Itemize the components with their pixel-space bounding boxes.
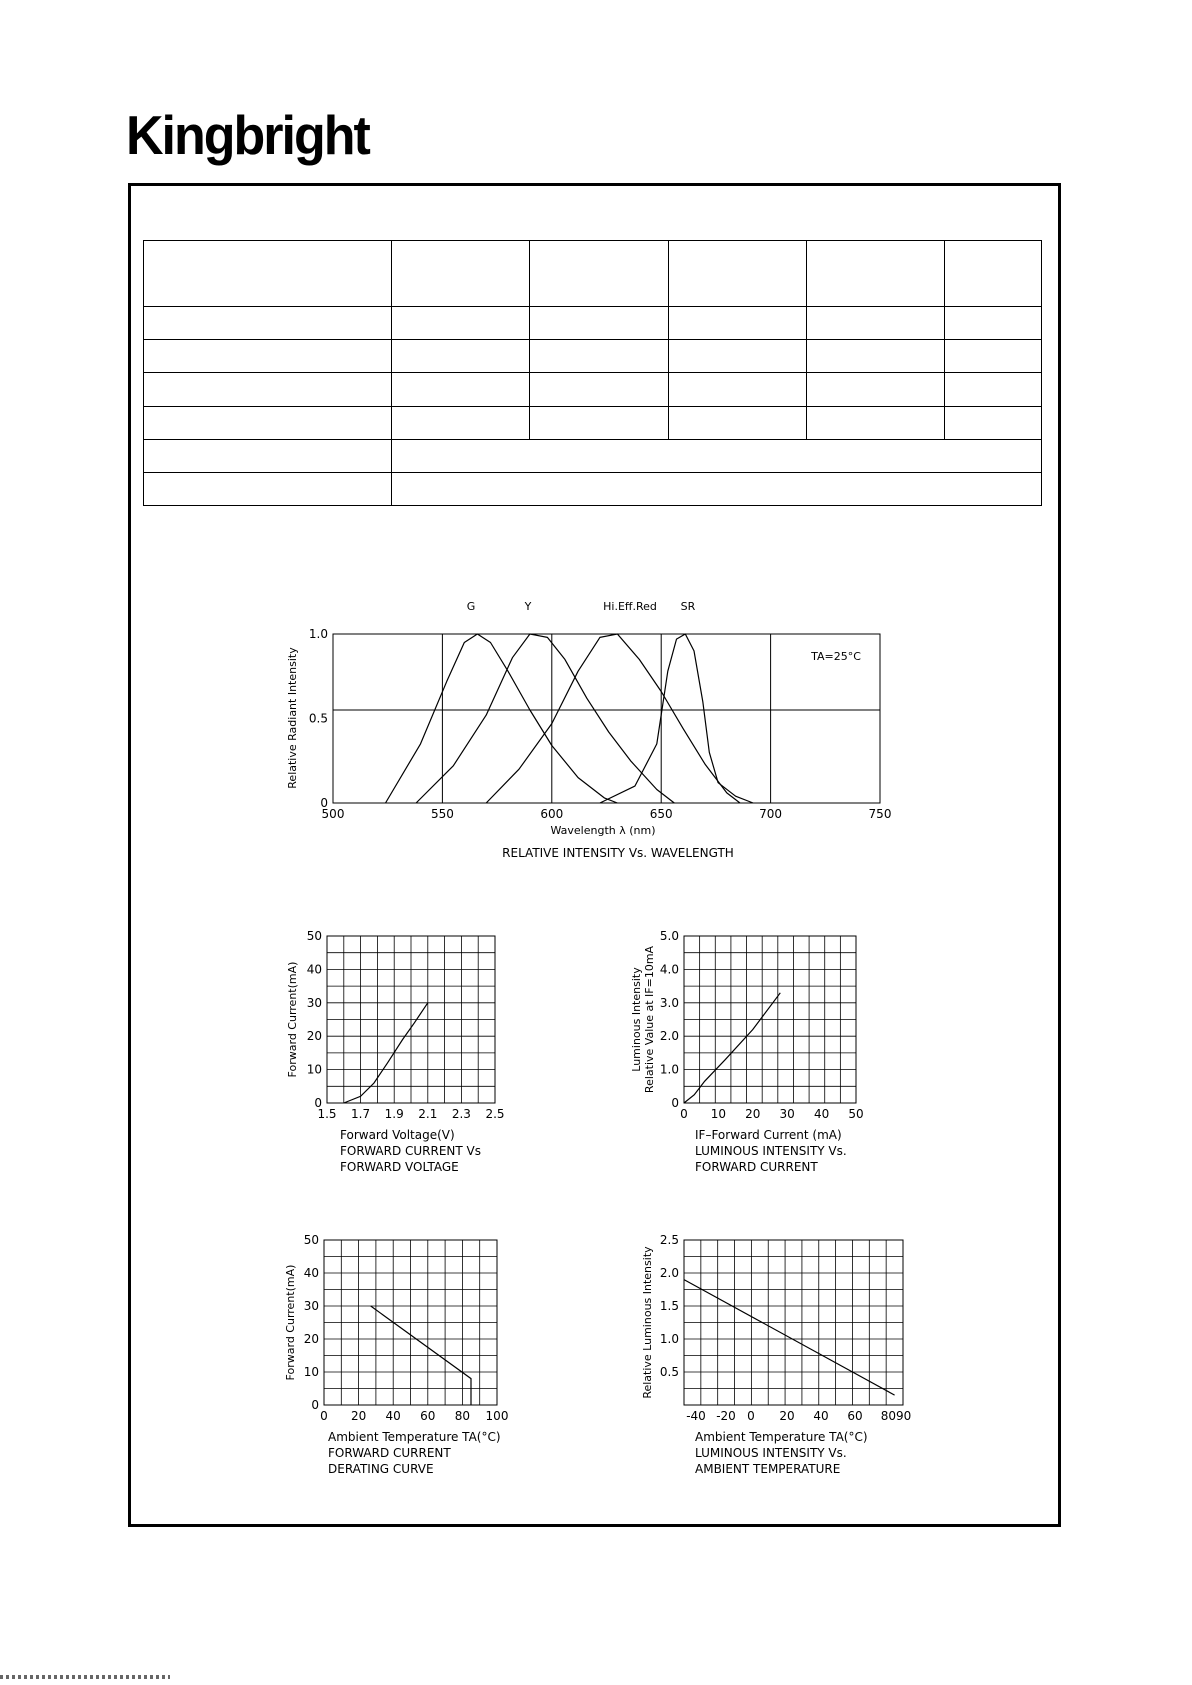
tmp-x-tick: 20 [779,1409,795,1423]
li-y-tick: 1.0 [659,1062,679,1077]
spectrum-y-tick: 1.0 [308,627,328,641]
li-x-tick: 10 [710,1107,727,1121]
li-title-line: FORWARD CURRENT [695,1160,818,1174]
spectrum-series-label: G [466,600,476,613]
spectrum-chart [286,600,891,860]
der-y-tick: 0 [311,1398,319,1412]
footer-dots [0,1675,170,1679]
der-y-tick: 20 [303,1332,319,1346]
iv-x-tick: 1.9 [384,1107,404,1121]
li-ylabel-line: Relative Value at IF=10mA [643,945,656,1094]
iv-y-tick: 10 [306,1062,322,1077]
spectrum-annotation: TA=25°C [811,650,861,663]
der-x-tick: 20 [350,1409,367,1423]
iv-chart [286,929,505,1174]
tmp-y-tick: 2.0 [659,1266,679,1280]
iv-x-tick: 1.5 [317,1107,337,1121]
tmp-title-line: AMBIENT TEMPERATURE [695,1462,841,1476]
tmp-y-tick: 1.5 [659,1299,679,1313]
li-ylabel-line: Luminous Intensity [630,967,643,1072]
iv-x-tick: 2.3 [451,1107,471,1121]
tmp-y-tick: 2.5 [659,1233,679,1247]
li-y-tick: 0 [671,1096,679,1110]
der-x-tick: 60 [420,1409,436,1423]
der-y-tick: 40 [303,1266,319,1280]
iv-title-line: FORWARD VOLTAGE [340,1160,459,1174]
iv-title-line: FORWARD CURRENT Vs [340,1144,482,1158]
tmp-x-tick: -40 [686,1409,706,1423]
tmp-x-tick: 0 [747,1409,755,1423]
iv-x-tick: 2.5 [485,1107,505,1121]
spectrum-xlabel: Wavelength λ (nm) [550,824,656,837]
spectrum-x-tick: 500 [321,807,345,821]
spectrum-x-tick: 750 [868,807,892,821]
iv-y-tick: 0 [314,1096,322,1110]
li-y-tick: 2.0 [659,1029,679,1044]
iv-x-tick: 2.1 [418,1107,438,1121]
spectrum-series-0 [386,634,618,803]
tmp-y-tick: 1.0 [659,1332,679,1346]
spectrum-title: RELATIVE INTENSITY Vs. WAVELENGTH [502,846,734,860]
iv-y-tick: 40 [306,962,322,977]
iv-xlabel: Forward Voltage(V) [340,1128,455,1142]
der-y-tick: 10 [303,1365,319,1379]
tmp-ylabel: Relative Luminous Intensity [641,1246,654,1399]
li-x-tick: 0 [680,1107,688,1121]
tmp-x-tick: 40 [813,1409,829,1423]
spectrum-ylabel: Relative Radiant Intensity [286,647,299,789]
iv-y-tick: 30 [306,995,322,1010]
spectrum-plot-frame [333,634,880,803]
iv-ylabel: Forward Current(mA) [286,961,299,1078]
li-x-tick: 50 [848,1107,864,1121]
spectrum-y-tick: 0.5 [308,711,328,726]
li-y-tick: 5.0 [659,929,679,943]
spectrum-series-label: SR [680,600,696,613]
der-ylabel: Forward Current(mA) [284,1264,297,1381]
spectrum-series-label: Hi.Eff.Red [603,600,657,613]
der-x-tick: 0 [320,1409,328,1423]
der-x-tick: 40 [385,1409,401,1423]
li-x-tick: 30 [779,1107,795,1121]
spectrum-x-tick: 700 [759,807,783,821]
li-y-tick: 4.0 [659,962,679,977]
spectrum-series-1 [416,634,674,803]
der-title-line: DERATING CURVE [328,1462,434,1476]
der-y-tick: 50 [303,1233,319,1247]
der-title-line: FORWARD CURRENT [328,1446,451,1460]
der-xlabel: Ambient Temperature TA(°C) [328,1430,501,1444]
derating-chart [284,1233,508,1476]
spectrum-y-tick: 0 [320,796,328,810]
tmp-x-tick: -20 [716,1409,736,1423]
li-xlabel: IF–Forward Current (mA) [695,1128,842,1142]
der-y-tick: 30 [303,1299,319,1313]
tmp-title-line: LUMINOUS INTENSITY Vs. [695,1446,847,1460]
tmp-series-line [684,1280,895,1396]
tmp-y-tick: 0.5 [659,1365,679,1379]
spectrum-series-2 [486,634,740,803]
spectrum-series-label: Y [524,600,532,613]
iv-y-tick: 50 [306,929,322,943]
tmp-x-tick: 60 [847,1409,863,1423]
der-x-tick: 80 [454,1409,471,1423]
li-y-tick: 3.0 [659,995,679,1010]
tmp-xlabel: Ambient Temperature TA(°C) [695,1430,868,1444]
spectrum-x-tick: 550 [430,807,454,821]
spectrum-x-tick: 650 [649,807,673,821]
luminous-vs-current-chart [630,929,864,1174]
luminous-vs-temperature-chart [641,1233,911,1476]
iv-y-tick: 20 [306,1029,322,1044]
iv-x-tick: 1.7 [351,1107,371,1121]
brand-logo: Kingbright [126,105,369,167]
spectrum-x-tick: 600 [540,807,564,821]
li-x-tick: 20 [745,1107,761,1121]
tmp-x-tick: 8090 [880,1409,912,1423]
der-x-tick: 100 [485,1409,509,1423]
li-title-line: LUMINOUS INTENSITY Vs. [695,1144,847,1158]
li-x-tick: 40 [813,1107,830,1121]
